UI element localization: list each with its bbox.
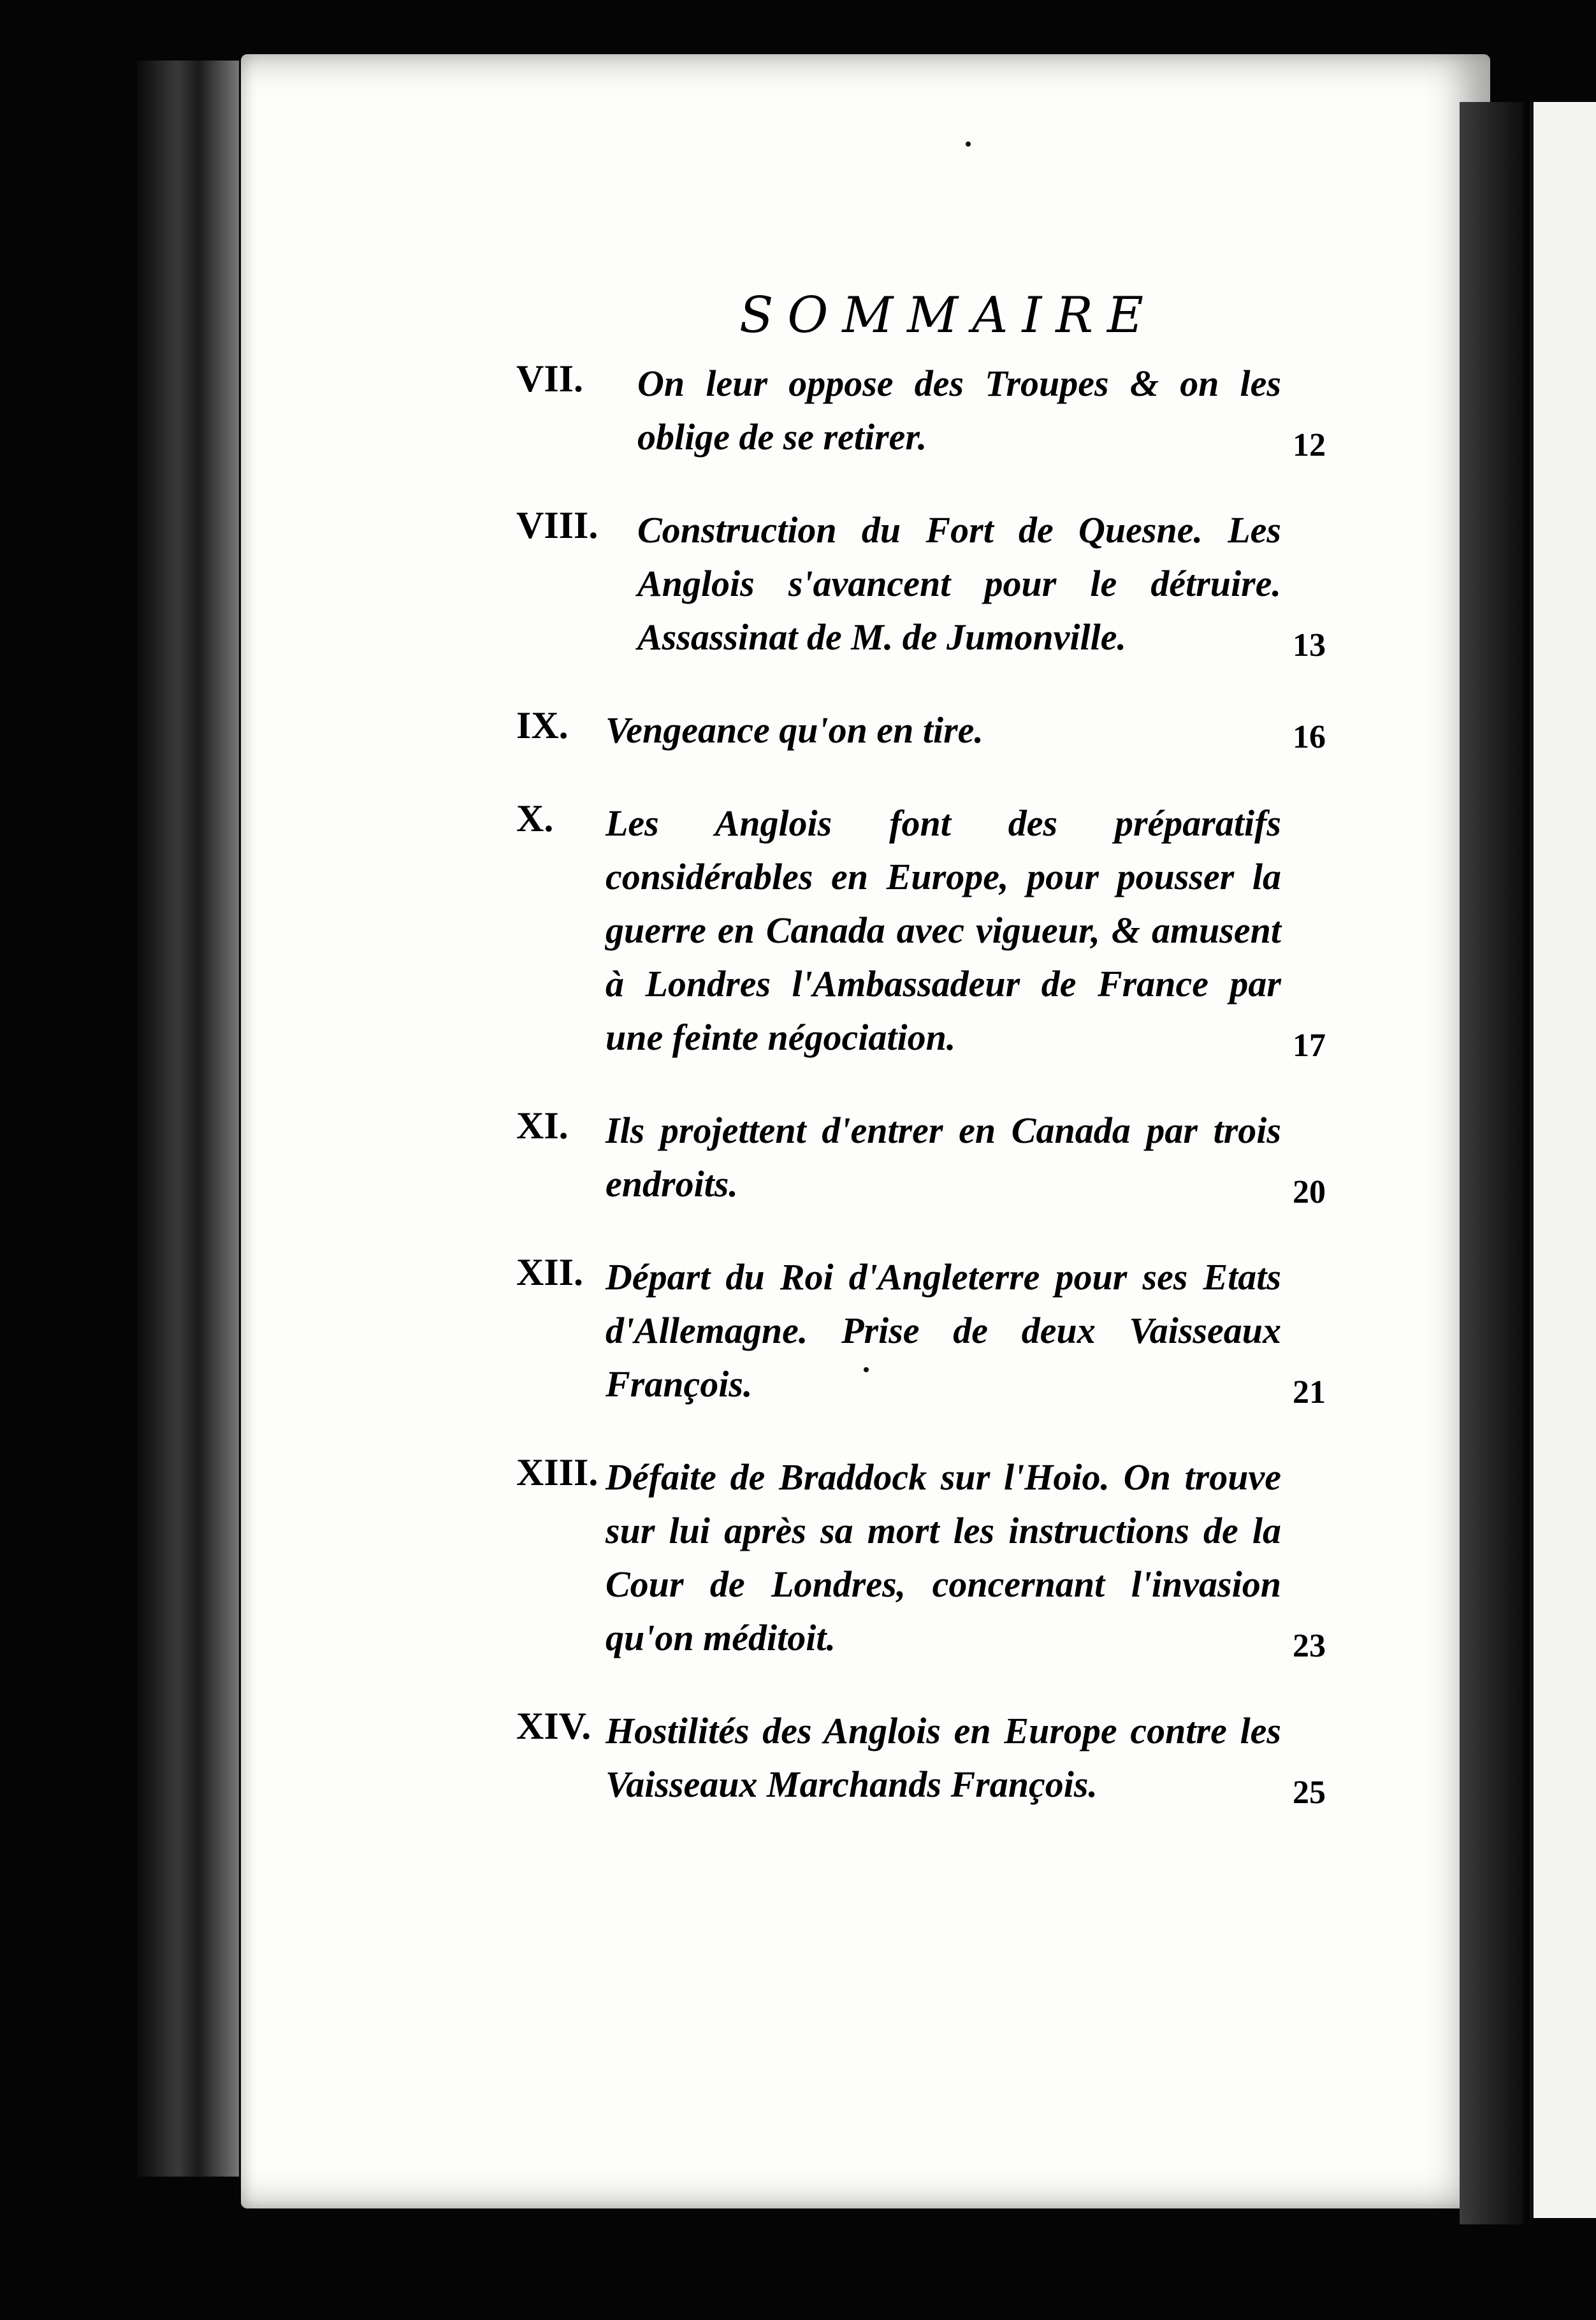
table-of-contents [516, 357, 1326, 1851]
page-gutter [1460, 102, 1523, 2224]
entry-text: Les Anglois font des préparatifs considérables en Europe, pour pousser la guerre en Canada avec vigueur, & amusent à Londres l'Ambassadeur de France par une feinte négociation. [606, 802, 1281, 1058]
entry-text: Départ du Roi d'Angleterre pour ses Etats d'Allemagne. Prise de deux Vaisseaux François. [606, 1256, 1281, 1405]
entry-page-number: 16 [1293, 719, 1326, 755]
entry-number: VIII. [516, 504, 598, 546]
toc-entry [516, 357, 1326, 464]
entry-text: Ils projettent d'entrer en Canada par trois endroits. [606, 1110, 1281, 1205]
next-page-edge [1530, 102, 1596, 2218]
entry-text: On leur oppose des Troupes & on les oblige de se retirer. [637, 363, 1281, 458]
entry-number: XI. [516, 1105, 569, 1147]
entry-text: Construction du Fort de Quesne. Les Anglois s'avancent pour le détruire. Assassinat de M. de Jumonville. [637, 509, 1281, 658]
toc-entry [516, 1251, 1326, 1411]
ink-speck [966, 141, 971, 147]
toc-entry [516, 1451, 1326, 1665]
entry-page-number: 21 [1293, 1374, 1326, 1410]
entry-number: XIV. [516, 1705, 591, 1747]
entry-page-number: 13 [1293, 627, 1326, 663]
entry-number: IX. [516, 704, 569, 746]
toc-entry [516, 504, 1326, 664]
entry-page-number: 17 [1293, 1027, 1326, 1064]
entry-text: Défaite de Braddock sur l'Hoio. On trouve sur lui après sa mort les instructions de la Cour de Londres, concernant l'invasion qu'on méditoit. [606, 1456, 1281, 1658]
toc-entry [516, 704, 1326, 757]
toc-entry [516, 1704, 1326, 1811]
toc-entry [516, 1104, 1326, 1211]
book-binding [137, 61, 239, 2177]
entry-text: Vengeance qu'on en tire. [606, 709, 983, 751]
entry-number: XII. [516, 1251, 584, 1293]
entry-page-number: 23 [1293, 1628, 1326, 1664]
entry-number: VII. [516, 358, 584, 400]
entry-page-number: 12 [1293, 427, 1326, 463]
page-heading: SOMMAIRE [739, 287, 1157, 344]
toc-entry [516, 797, 1326, 1064]
entry-page-number: 20 [1293, 1174, 1326, 1210]
entry-number: XIII. [516, 1451, 598, 1493]
entry-text: Hostilités des Anglois en Europe contre les Vaisseaux Marchands François. [606, 1710, 1281, 1805]
entry-page-number: 25 [1293, 1774, 1326, 1811]
entry-number: X. [516, 797, 554, 839]
